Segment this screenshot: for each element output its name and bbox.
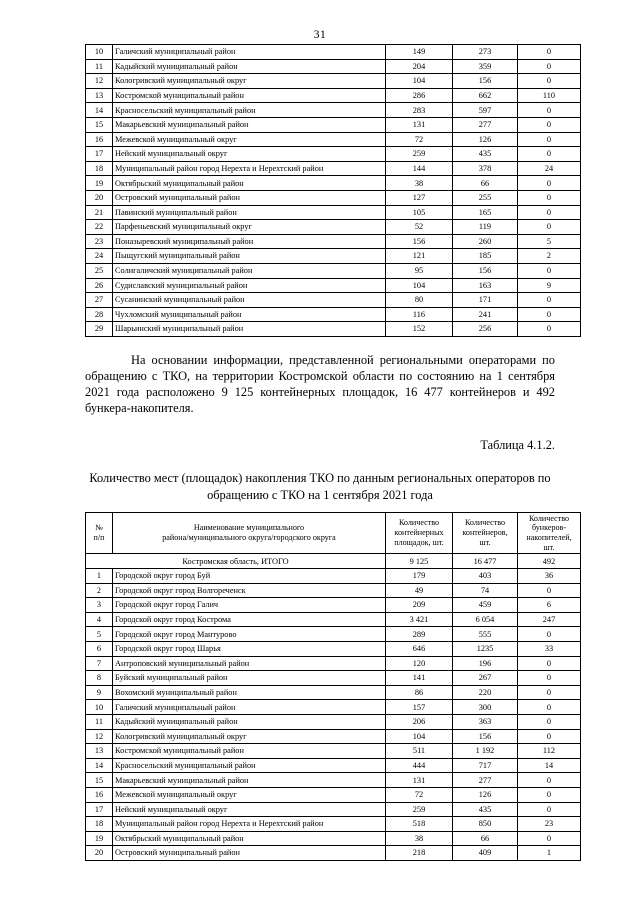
row-sites: 104 xyxy=(386,729,453,744)
row-bunkers: 0 xyxy=(518,190,581,205)
row-sites: 72 xyxy=(386,787,453,802)
row-sites: 116 xyxy=(386,307,453,322)
row-name: Пыщугский муниципальный район xyxy=(113,249,386,264)
row-containers: 459 xyxy=(453,598,518,613)
row-containers: 403 xyxy=(453,569,518,584)
row-containers: 277 xyxy=(453,773,518,788)
table-row xyxy=(86,758,581,773)
row-number: 28 xyxy=(86,307,113,322)
row-bunkers: 0 xyxy=(518,74,581,89)
row-name: Галичский муниципальный район xyxy=(113,700,386,715)
table-row xyxy=(86,161,581,176)
row-number: 25 xyxy=(86,263,113,278)
table-row xyxy=(86,612,581,627)
row-bunkers: 0 xyxy=(518,831,581,846)
header-cell-sites xyxy=(386,512,453,554)
row-name: Муниципальный район город Нерехта и Нерехтский район xyxy=(113,161,386,176)
table-row xyxy=(86,729,581,744)
table-row xyxy=(86,234,581,249)
header-containers-line3: шт. xyxy=(479,537,491,547)
continued-table-wrapper xyxy=(85,44,555,337)
row-containers: 126 xyxy=(453,132,518,147)
row-name: Солигаличский муниципальный район xyxy=(113,263,386,278)
row-bunkers: 33 xyxy=(518,642,581,657)
row-number: 11 xyxy=(86,714,113,729)
row-containers: 156 xyxy=(453,74,518,89)
header-number-line2: п/п xyxy=(93,533,105,543)
row-containers: 1235 xyxy=(453,642,518,657)
row-name: Октябрьский муниципальный район xyxy=(113,176,386,191)
main-table-header-row xyxy=(86,512,581,554)
row-containers: 717 xyxy=(453,758,518,773)
continued-table-body xyxy=(86,45,581,337)
row-name: Межевской муниципальный округ xyxy=(113,132,386,147)
main-table xyxy=(85,512,581,861)
row-sites: 289 xyxy=(386,627,453,642)
table-row xyxy=(86,656,581,671)
row-number: 7 xyxy=(86,656,113,671)
row-name: Межевской муниципальный округ xyxy=(113,787,386,802)
row-bunkers: 5 xyxy=(518,234,581,249)
row-bunkers: 9 xyxy=(518,278,581,293)
row-sites: 131 xyxy=(386,773,453,788)
row-number: 16 xyxy=(86,787,113,802)
table-row xyxy=(86,685,581,700)
row-sites: 104 xyxy=(386,74,453,89)
row-sites: 3 421 xyxy=(386,612,453,627)
row-name: Кологривский муниципальный округ xyxy=(113,729,386,744)
row-name: Вохомский муниципальный район xyxy=(113,685,386,700)
row-bunkers: 0 xyxy=(518,205,581,220)
row-number: 16 xyxy=(86,132,113,147)
row-sites: 179 xyxy=(386,569,453,584)
row-bunkers: 14 xyxy=(518,758,581,773)
row-name: Городской округ город Буй xyxy=(113,569,386,584)
row-number: 10 xyxy=(86,700,113,715)
row-containers: 185 xyxy=(453,249,518,264)
row-bunkers: 0 xyxy=(518,627,581,642)
table-row xyxy=(86,293,581,308)
row-bunkers: 0 xyxy=(518,59,581,74)
row-name: Галичский муниципальный район xyxy=(113,45,386,60)
row-name: Городской округ город Галич xyxy=(113,598,386,613)
row-sites: 131 xyxy=(386,117,453,132)
row-sites: 105 xyxy=(386,205,453,220)
row-name: Кадыйский муниципальный район xyxy=(113,59,386,74)
row-bunkers: 0 xyxy=(518,656,581,671)
continued-table xyxy=(85,44,581,337)
row-bunkers: 0 xyxy=(518,263,581,278)
row-bunkers: 0 xyxy=(518,773,581,788)
row-sites: 86 xyxy=(386,685,453,700)
row-number: 13 xyxy=(86,744,113,759)
row-number: 18 xyxy=(86,817,113,832)
row-sites: 283 xyxy=(386,103,453,118)
table-row xyxy=(86,278,581,293)
row-bunkers: 0 xyxy=(518,132,581,147)
row-name: Кадыйский муниципальный район xyxy=(113,714,386,729)
row-containers: 163 xyxy=(453,278,518,293)
table-row xyxy=(86,147,581,162)
row-name: Нейский муниципальный округ xyxy=(113,802,386,817)
row-number: 17 xyxy=(86,147,113,162)
row-name: Поназыревский муниципальный район xyxy=(113,234,386,249)
row-bunkers: 24 xyxy=(518,161,581,176)
row-number: 5 xyxy=(86,627,113,642)
table-row xyxy=(86,132,581,147)
table-row xyxy=(86,598,581,613)
table-row xyxy=(86,103,581,118)
total-row-bunkers: 492 xyxy=(518,554,581,569)
table-row xyxy=(86,45,581,60)
row-containers: 126 xyxy=(453,787,518,802)
total-row-label: Костромская область, ИТОГО xyxy=(86,554,386,569)
row-sites: 127 xyxy=(386,190,453,205)
row-name: Костромской муниципальный район xyxy=(113,88,386,103)
row-name: Городской округ город Кострома xyxy=(113,612,386,627)
row-sites: 646 xyxy=(386,642,453,657)
row-containers: 66 xyxy=(453,176,518,191)
table-row xyxy=(86,569,581,584)
row-name: Нейский муниципальный округ xyxy=(113,147,386,162)
row-number: 3 xyxy=(86,598,113,613)
row-name: Октябрьский муниципальный район xyxy=(113,831,386,846)
row-number: 22 xyxy=(86,220,113,235)
row-containers: 156 xyxy=(453,729,518,744)
row-sites: 518 xyxy=(386,817,453,832)
row-containers: 74 xyxy=(453,583,518,598)
row-sites: 72 xyxy=(386,132,453,147)
row-number: 21 xyxy=(86,205,113,220)
row-containers: 119 xyxy=(453,220,518,235)
row-name: Чухломский муниципальный район xyxy=(113,307,386,322)
row-sites: 204 xyxy=(386,59,453,74)
row-bunkers: 0 xyxy=(518,176,581,191)
table-row xyxy=(86,59,581,74)
row-sites: 511 xyxy=(386,744,453,759)
row-sites: 104 xyxy=(386,278,453,293)
summary-paragraph: На основании информации, представленной региональными операторами по обращению с ТКО, на территории Костромской области по состоянию на 1 сентября 2021 года расположено 9 125 контейнерных площадок, 16 477 контейнеров и 492 бункера-накопителя. xyxy=(85,352,555,415)
row-sites: 444 xyxy=(386,758,453,773)
table-row xyxy=(86,88,581,103)
table-row xyxy=(86,744,581,759)
header-number-line1: № xyxy=(95,523,103,533)
row-bunkers: 0 xyxy=(518,700,581,715)
table-row xyxy=(86,671,581,686)
row-containers: 241 xyxy=(453,307,518,322)
row-name: Островский муниципальный район xyxy=(113,846,386,861)
row-containers: 300 xyxy=(453,700,518,715)
row-sites: 38 xyxy=(386,176,453,191)
table-row xyxy=(86,190,581,205)
header-sites-line1: Количество xyxy=(398,518,440,528)
header-bunkers-line1: Количество xyxy=(528,513,570,523)
table-row xyxy=(86,831,581,846)
row-number: 14 xyxy=(86,103,113,118)
row-sites: 218 xyxy=(386,846,453,861)
row-bunkers: 247 xyxy=(518,612,581,627)
table-row xyxy=(86,117,581,132)
row-name: Красносельский муниципальный район xyxy=(113,758,386,773)
row-sites: 144 xyxy=(386,161,453,176)
table-row xyxy=(86,220,581,235)
row-number: 1 xyxy=(86,569,113,584)
row-containers: 156 xyxy=(453,263,518,278)
header-name-line2: района/муниципального округа/городского округа xyxy=(162,533,336,543)
row-containers: 196 xyxy=(453,656,518,671)
table-row xyxy=(86,787,581,802)
main-table-data-body xyxy=(86,569,581,861)
table-row xyxy=(86,846,581,861)
total-row-containers: 16 477 xyxy=(453,554,518,569)
row-name: Буйский муниципальный район xyxy=(113,671,386,686)
row-sites: 149 xyxy=(386,45,453,60)
row-containers: 435 xyxy=(453,802,518,817)
header-sites-line3: площадок, шт. xyxy=(394,537,444,547)
row-sites: 49 xyxy=(386,583,453,598)
row-sites: 95 xyxy=(386,263,453,278)
table-row xyxy=(86,700,581,715)
header-name-line1: Наименование муниципального xyxy=(193,523,305,533)
row-number: 4 xyxy=(86,612,113,627)
row-sites: 141 xyxy=(386,671,453,686)
row-name: Кологривский муниципальный округ xyxy=(113,74,386,89)
row-sites: 52 xyxy=(386,220,453,235)
row-number: 2 xyxy=(86,583,113,598)
row-name: Городской округ город Шарья xyxy=(113,642,386,657)
row-number: 14 xyxy=(86,758,113,773)
row-number: 19 xyxy=(86,831,113,846)
total-row xyxy=(86,554,581,569)
row-number: 20 xyxy=(86,190,113,205)
header-bunkers-line4: шт. xyxy=(543,542,555,552)
row-number: 10 xyxy=(86,45,113,60)
row-name: Городской округ город Волгореченск xyxy=(113,583,386,598)
row-containers: 220 xyxy=(453,685,518,700)
row-bunkers: 0 xyxy=(518,729,581,744)
row-containers: 267 xyxy=(453,671,518,686)
row-containers: 435 xyxy=(453,147,518,162)
row-bunkers: 0 xyxy=(518,714,581,729)
header-containers-line2: контейнеров, xyxy=(462,528,508,538)
row-containers: 359 xyxy=(453,59,518,74)
row-number: 20 xyxy=(86,846,113,861)
table-row xyxy=(86,802,581,817)
row-number: 13 xyxy=(86,88,113,103)
row-name: Судиславский муниципальный район xyxy=(113,278,386,293)
row-number: 24 xyxy=(86,249,113,264)
row-bunkers: 0 xyxy=(518,307,581,322)
row-sites: 121 xyxy=(386,249,453,264)
row-containers: 662 xyxy=(453,88,518,103)
row-sites: 38 xyxy=(386,831,453,846)
row-name: Макарьевский муниципальный район xyxy=(113,773,386,788)
row-name: Павинский муниципальный район xyxy=(113,205,386,220)
row-sites: 286 xyxy=(386,88,453,103)
row-sites: 120 xyxy=(386,656,453,671)
table-row xyxy=(86,249,581,264)
row-sites: 209 xyxy=(386,598,453,613)
main-table-body xyxy=(86,512,581,568)
total-row-sites: 9 125 xyxy=(386,554,453,569)
row-bunkers: 0 xyxy=(518,147,581,162)
row-name: Сусанинский муниципальный район xyxy=(113,293,386,308)
row-containers: 273 xyxy=(453,45,518,60)
row-number: 15 xyxy=(86,117,113,132)
row-name: Красносельский муниципальный район xyxy=(113,103,386,118)
page-number: 31 xyxy=(313,29,327,41)
row-bunkers: 0 xyxy=(518,802,581,817)
row-containers: 256 xyxy=(453,322,518,337)
header-containers-line1: Количество xyxy=(464,518,506,528)
table-row xyxy=(86,322,581,337)
row-bunkers: 0 xyxy=(518,671,581,686)
row-sites: 80 xyxy=(386,293,453,308)
table-row xyxy=(86,307,581,322)
table-row xyxy=(86,627,581,642)
row-containers: 171 xyxy=(453,293,518,308)
row-containers: 165 xyxy=(453,205,518,220)
row-containers: 277 xyxy=(453,117,518,132)
row-sites: 206 xyxy=(386,714,453,729)
row-bunkers: 0 xyxy=(518,117,581,132)
table-number-label: Таблица 4.1.2. xyxy=(480,438,555,453)
row-bunkers: 36 xyxy=(518,569,581,584)
header-cell-containers xyxy=(453,512,518,554)
header-cell-number xyxy=(86,512,113,554)
row-containers: 555 xyxy=(453,627,518,642)
row-containers: 1 192 xyxy=(453,744,518,759)
row-sites: 156 xyxy=(386,234,453,249)
table-row xyxy=(86,817,581,832)
table-row xyxy=(86,263,581,278)
row-name: Антроповский муниципальный район xyxy=(113,656,386,671)
table-row xyxy=(86,176,581,191)
row-number: 11 xyxy=(86,59,113,74)
main-table-wrapper xyxy=(85,512,572,861)
row-number: 17 xyxy=(86,802,113,817)
table-row xyxy=(86,583,581,598)
row-name: Муниципальный район город Нерехта и Нерехтский район xyxy=(113,817,386,832)
header-cell-bunkers xyxy=(518,512,581,554)
row-containers: 597 xyxy=(453,103,518,118)
row-number: 15 xyxy=(86,773,113,788)
header-bunkers-line2: бункеров- xyxy=(531,523,567,533)
row-bunkers: 112 xyxy=(518,744,581,759)
row-number: 19 xyxy=(86,176,113,191)
row-name: Островский муниципальный район xyxy=(113,190,386,205)
row-number: 12 xyxy=(86,74,113,89)
row-number: 18 xyxy=(86,161,113,176)
row-containers: 378 xyxy=(453,161,518,176)
header-sites-line2: контейнерных xyxy=(394,528,444,538)
row-bunkers: 0 xyxy=(518,787,581,802)
row-bunkers: 6 xyxy=(518,598,581,613)
table-row xyxy=(86,74,581,89)
row-number: 9 xyxy=(86,685,113,700)
row-bunkers: 0 xyxy=(518,322,581,337)
row-bunkers: 23 xyxy=(518,817,581,832)
header-cell-name xyxy=(113,512,386,554)
row-number: 26 xyxy=(86,278,113,293)
table-row xyxy=(86,205,581,220)
row-number: 29 xyxy=(86,322,113,337)
row-bunkers: 0 xyxy=(518,583,581,598)
row-number: 8 xyxy=(86,671,113,686)
row-bunkers: 0 xyxy=(518,220,581,235)
table-title: Количество мест (площадок) накопления ТКО по данным региональных операторов по обращению с ТКО на 1 сентября 2021 года xyxy=(89,471,551,502)
row-bunkers: 0 xyxy=(518,685,581,700)
row-bunkers: 0 xyxy=(518,293,581,308)
row-sites: 157 xyxy=(386,700,453,715)
row-containers: 66 xyxy=(453,831,518,846)
table-row xyxy=(86,714,581,729)
row-sites: 152 xyxy=(386,322,453,337)
header-bunkers-line3: накопителей, xyxy=(526,533,572,543)
row-number: 12 xyxy=(86,729,113,744)
row-containers: 6 054 xyxy=(453,612,518,627)
table-row xyxy=(86,642,581,657)
row-name: Городской округ город Мантурово xyxy=(113,627,386,642)
row-containers: 363 xyxy=(453,714,518,729)
row-name: Макарьевский муниципальный район xyxy=(113,117,386,132)
row-sites: 259 xyxy=(386,147,453,162)
row-bunkers: 110 xyxy=(518,88,581,103)
row-number: 6 xyxy=(86,642,113,657)
row-containers: 850 xyxy=(453,817,518,832)
row-bunkers: 1 xyxy=(518,846,581,861)
row-name: Шарьинский муниципальный район xyxy=(113,322,386,337)
row-containers: 255 xyxy=(453,190,518,205)
row-name: Костромской муниципальный район xyxy=(113,744,386,759)
table-row xyxy=(86,773,581,788)
row-containers: 260 xyxy=(453,234,518,249)
row-name: Парфеньевский муниципальный округ xyxy=(113,220,386,235)
row-bunkers: 0 xyxy=(518,45,581,60)
row-sites: 259 xyxy=(386,802,453,817)
row-bunkers: 2 xyxy=(518,249,581,264)
row-containers: 409 xyxy=(453,846,518,861)
row-number: 27 xyxy=(86,293,113,308)
row-number: 23 xyxy=(86,234,113,249)
row-bunkers: 0 xyxy=(518,103,581,118)
